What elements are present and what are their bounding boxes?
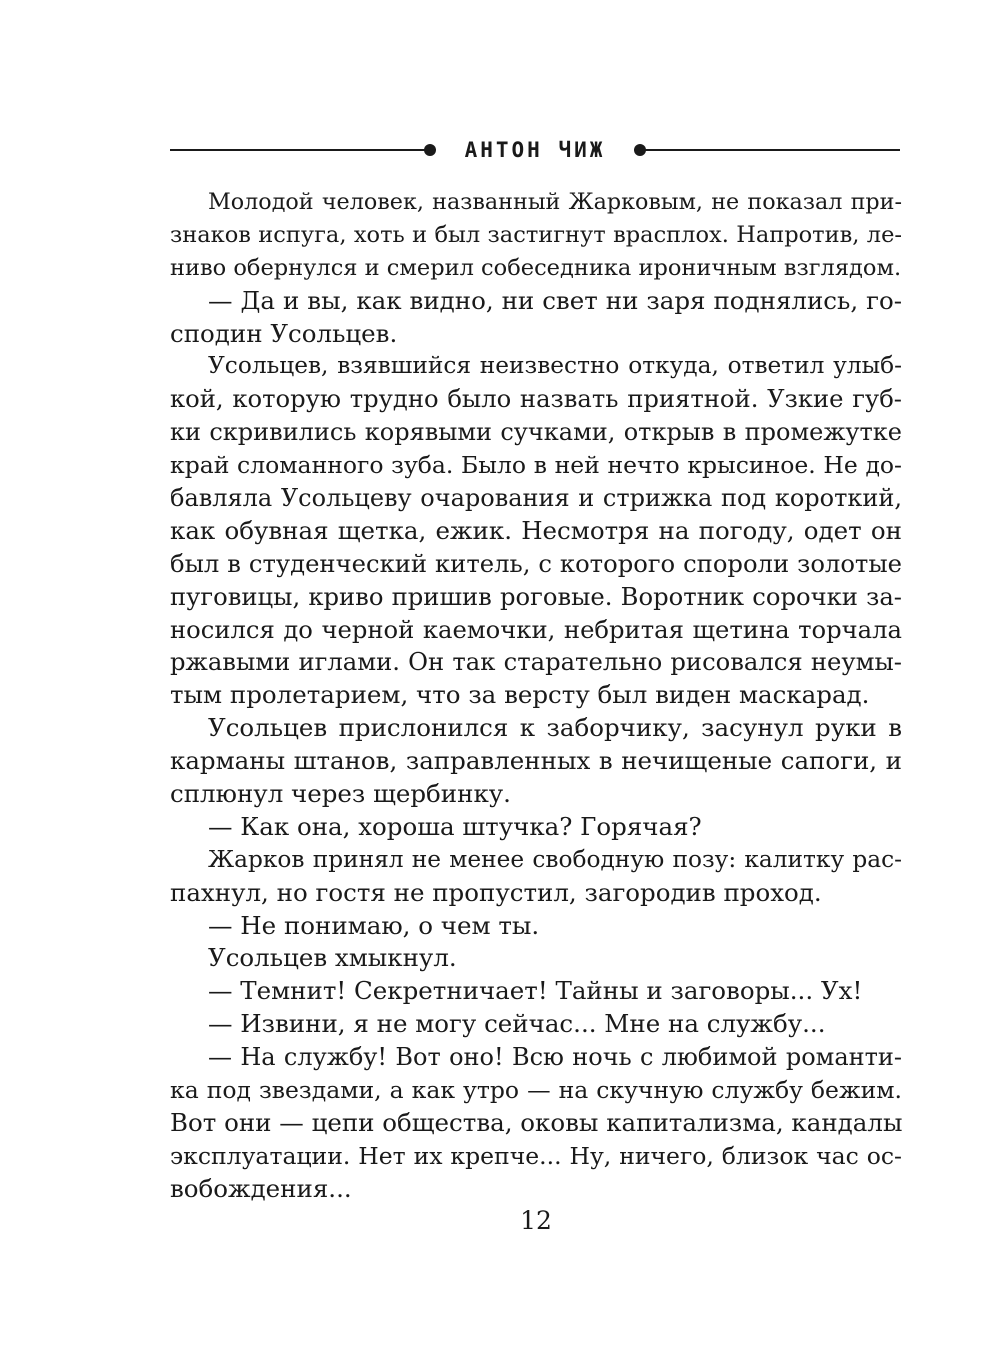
text-line: ка под звездами, а как утро — на скучную службу бежим. bbox=[170, 1076, 902, 1105]
text-line: край сломанного зуба. Было в ней нечто крысиное. Не до- bbox=[170, 451, 902, 480]
text-line: Усольцев, взявшийся неизвестно откуда, ответил улыб- bbox=[208, 352, 902, 380]
text-line: ки скривились корявыми сучками, открыв в промежутке bbox=[170, 418, 902, 447]
text-line: Молодой человек, названный Жарковым, не показал при- bbox=[208, 189, 902, 215]
body-text bbox=[170, 186, 902, 1206]
header-rule-left bbox=[170, 149, 426, 151]
text-line: тым пролетарием, что за версту был виден маскарад. bbox=[170, 680, 870, 710]
header-rule-right bbox=[642, 149, 900, 151]
text-line: пахнул, но гостя не пропустил, загородив проход. bbox=[170, 877, 822, 907]
text-line: знаков испуга, хоть и был застигнут врасплох. Напротив, ле- bbox=[170, 221, 902, 248]
text-line: — Как она, хороша штучка? Горячая? bbox=[208, 811, 702, 841]
text-line: бавляла Усольцеву очарования и стрижка под короткий, bbox=[170, 484, 902, 513]
text-line: Жарков принял не менее свободную позу: калитку рас- bbox=[208, 845, 902, 873]
text-line: — На службу! Вот оно! Всю ночь с любимой романти- bbox=[208, 1043, 902, 1072]
page-number: 12 bbox=[520, 1206, 552, 1235]
running-header bbox=[170, 136, 900, 164]
text-line: Усольцев прислонился к заборчику, засунул руки в bbox=[208, 713, 902, 743]
text-line: носился до черной каемочки, небритая щетина торчала bbox=[170, 614, 902, 644]
text-line: карманы штанов, заправленных в нечищеные сапоги, и bbox=[170, 746, 902, 776]
text-line: — Не понимаю, о чем ты. bbox=[208, 910, 540, 940]
text-line: — Извини, я не могу сейчас... Мне на службу... bbox=[208, 1009, 826, 1039]
text-line: был в студенческий китель, с которого спороли золотые bbox=[170, 548, 902, 578]
text-line: вобождения... bbox=[170, 1173, 352, 1203]
running-head-author: АНТОН ЧИЖ bbox=[464, 138, 606, 162]
text-line: ниво обернулся и смерил собеседника ироничным взглядом. bbox=[170, 254, 902, 281]
header-bullet-left bbox=[424, 144, 436, 156]
text-line: пуговицы, криво пришив роговые. Воротник сорочки за- bbox=[170, 581, 902, 611]
text-line: кой, которую трудно было назвать приятной. Узкие губ- bbox=[170, 384, 902, 414]
text-line: ржавыми иглами. Он так старательно рисовался неумы- bbox=[170, 647, 902, 677]
text-line: — Да и вы, как видно, ни свет ни заря поднялись, го- bbox=[208, 285, 902, 315]
text-line: сподин Усольцев. bbox=[170, 318, 398, 348]
text-line: Вот они — цепи общества, оковы капитализма, кандалы bbox=[170, 1107, 903, 1137]
text-line: сплюнул через щербинку. bbox=[170, 779, 511, 809]
text-line: как обувная щетка, ежик. Несмотря на погоду, одет он bbox=[170, 515, 902, 545]
text-line: Усольцев хмыкнул. bbox=[208, 943, 457, 973]
text-line: эксплуатации. Нет их крепче... Ну, ничего, близок час ос- bbox=[170, 1141, 902, 1170]
text-line: — Темнит! Секретничает! Тайны и заговоры... Ух! bbox=[208, 976, 863, 1006]
